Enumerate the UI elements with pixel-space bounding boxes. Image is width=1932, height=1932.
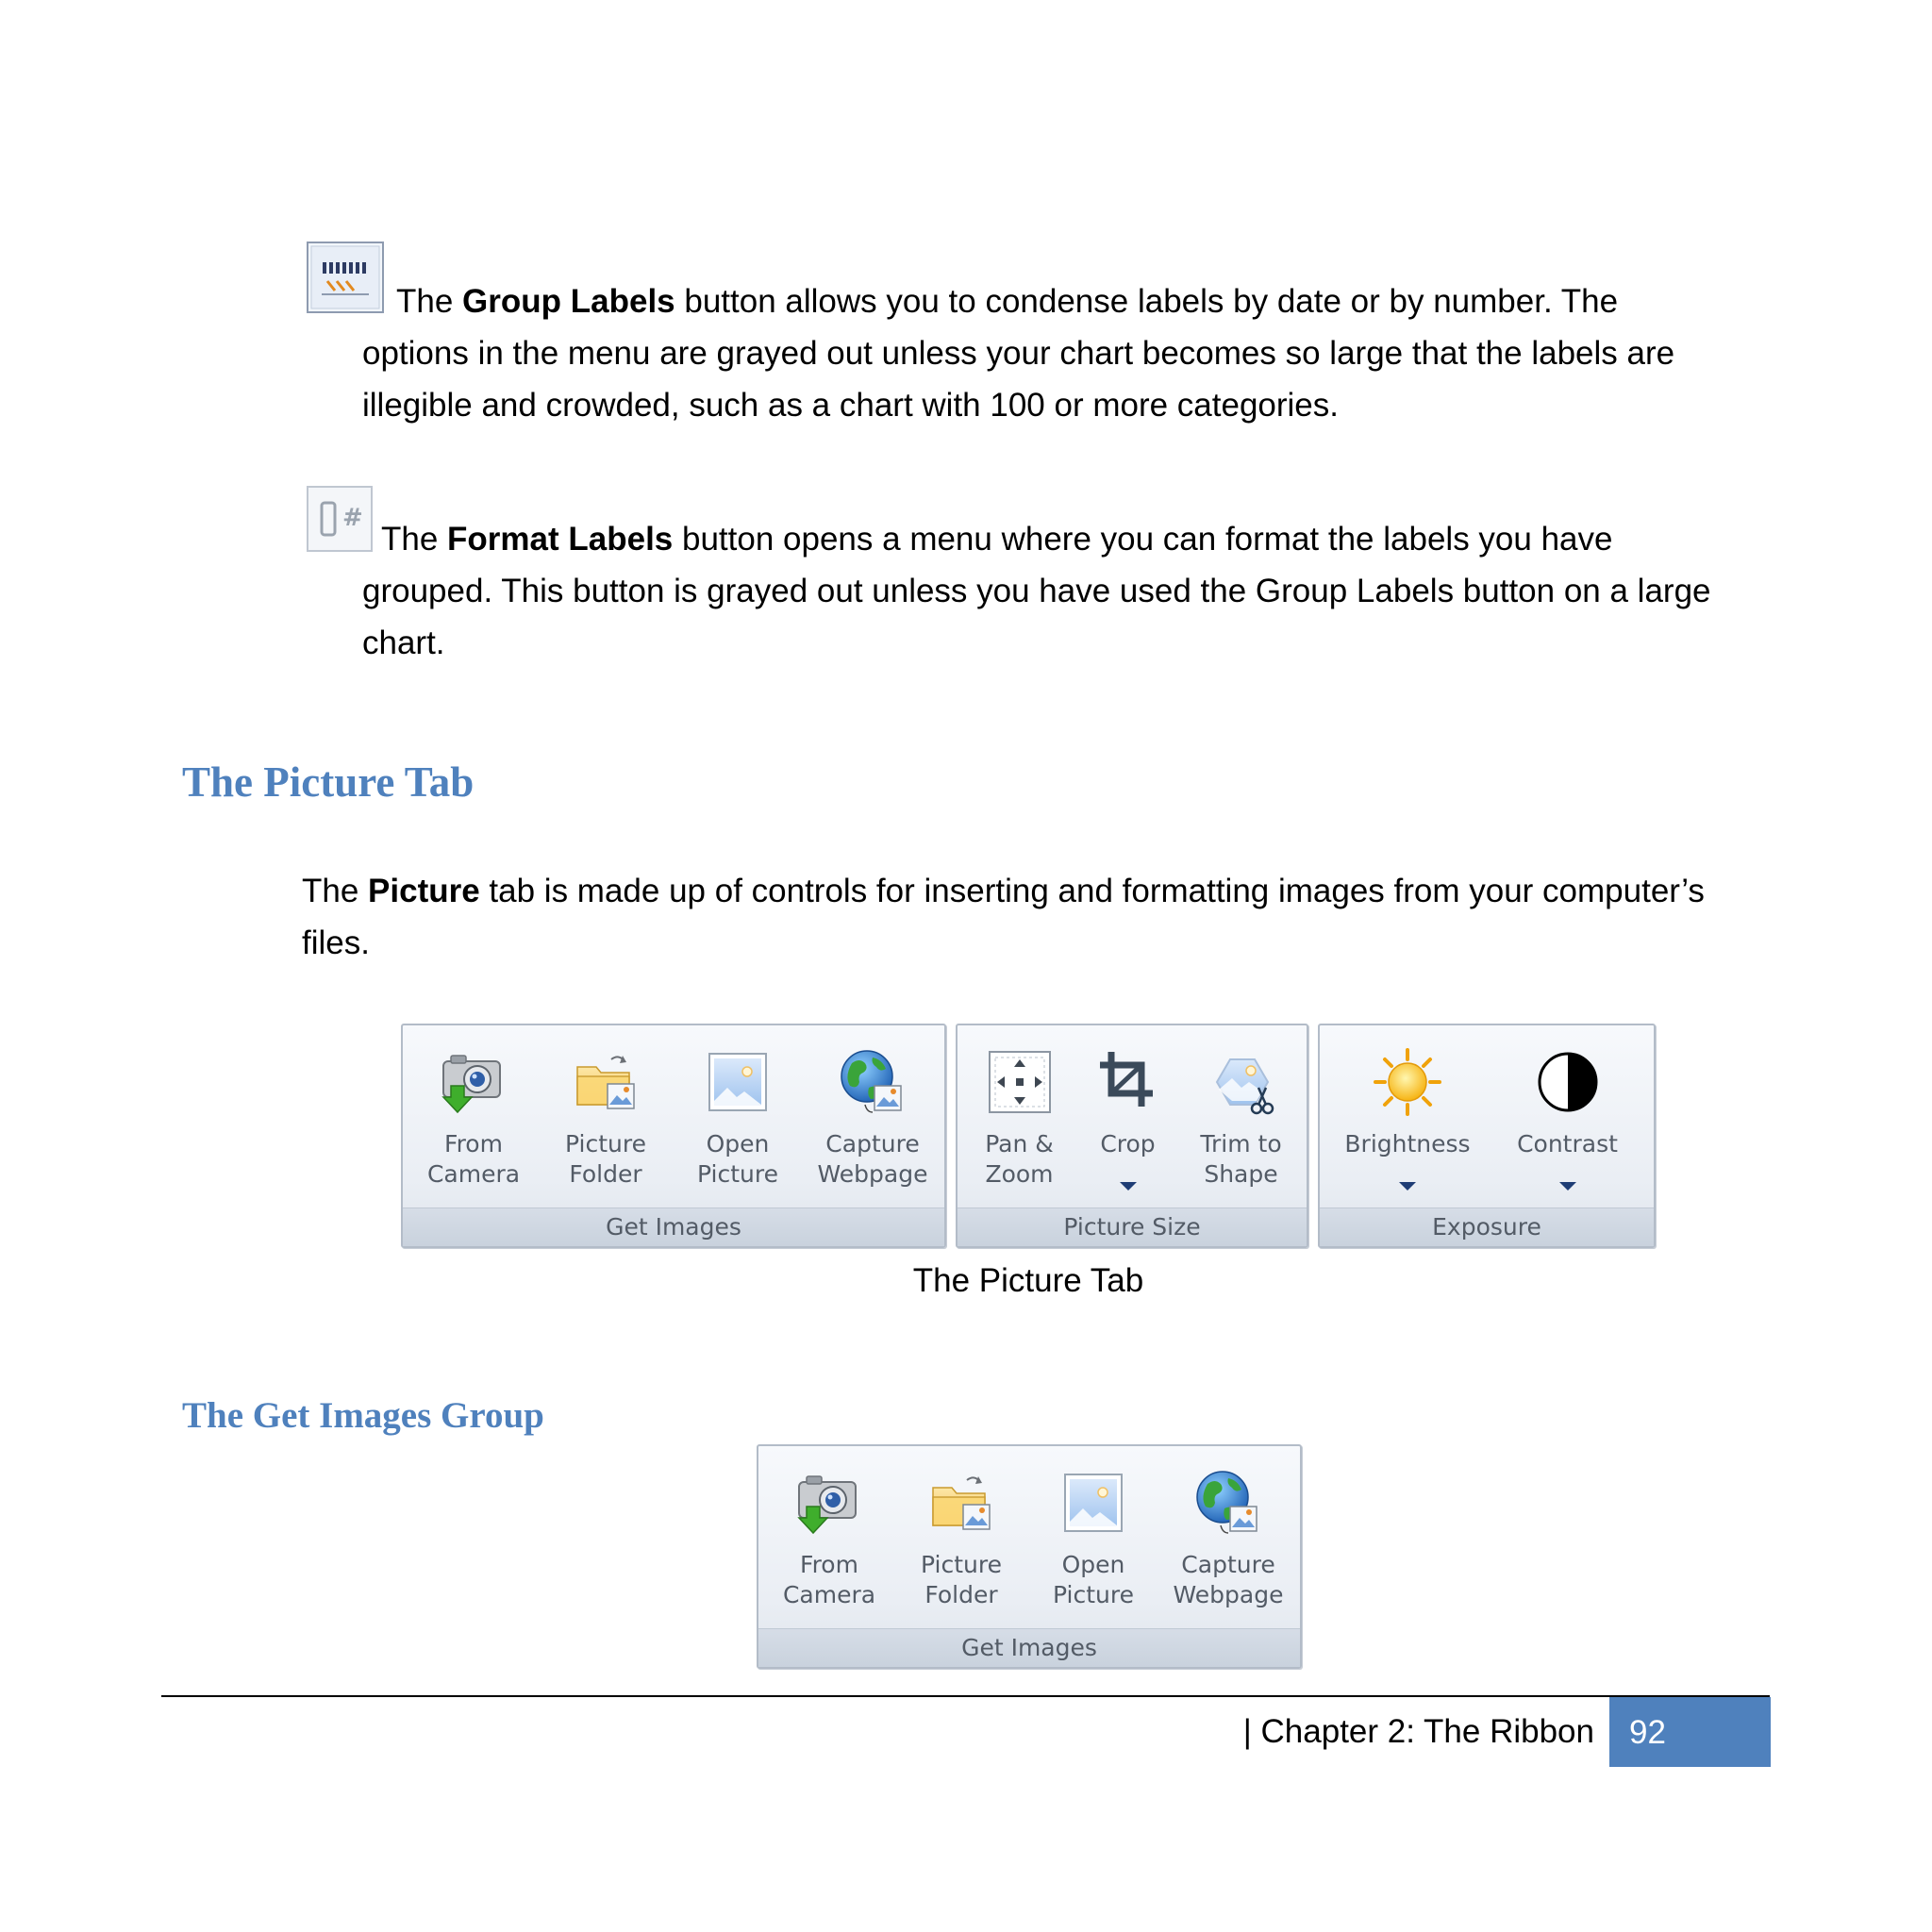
contrast-dropdown-arrow-icon[interactable] — [1559, 1182, 1576, 1191]
capture-webpage-button[interactable] — [807, 1025, 939, 1210]
open-picture-label: Open Picture — [697, 1130, 778, 1188]
open-picture-label: Open Picture — [1053, 1551, 1134, 1608]
folder-icon — [925, 1467, 997, 1539]
contrast-icon — [1532, 1046, 1604, 1118]
globe-icon — [837, 1046, 908, 1118]
picture-folder-label: Picture Folder — [921, 1551, 1002, 1608]
camera-icon — [793, 1467, 865, 1539]
crop-dropdown-arrow-icon[interactable] — [1120, 1182, 1137, 1191]
contrast-button[interactable] — [1490, 1025, 1645, 1210]
ribbon-group-label: Exposure — [1320, 1208, 1654, 1246]
footer-chapter-title: | Chapter 2: The Ribbon — [1242, 1713, 1594, 1750]
brightness-label: Brightness — [1344, 1130, 1471, 1158]
footer-page-badge — [1609, 1697, 1771, 1767]
format-labels-paragraph: The Format Labels button opens a menu where you can format the labels you have grouped. This button is grayed out unless you have used the Group Labels button on a large chart. — [362, 521, 1711, 661]
group-labels-paragraph: The Group Labels button allows you to condense labels by date or by number. The options in the menu are grayed out unless your chart becomes so large that the labels are illegible and crowded, such as a chart with 100 or more categories. — [362, 283, 1675, 424]
capture-webpage-label: Capture Webpage — [817, 1130, 928, 1188]
open-picture-button[interactable] — [676, 1025, 799, 1210]
ribbon-group-picture-size — [956, 1024, 1308, 1248]
section-heading-get-images-group: The Get Images Group — [182, 1395, 544, 1436]
format-labels-term: Format Labels — [447, 521, 674, 558]
ribbon-group-get-images — [401, 1024, 946, 1248]
pan-zoom-label: Pan & Zoom — [985, 1130, 1054, 1188]
capture-webpage-button[interactable] — [1162, 1446, 1294, 1631]
folder-icon — [570, 1046, 641, 1118]
crop-label: Crop — [1100, 1130, 1156, 1158]
ribbon-group-exposure — [1318, 1024, 1656, 1248]
trim-shape-icon — [1206, 1046, 1277, 1118]
ribbon-group-label: Picture Size — [958, 1208, 1307, 1246]
picture-folder-button[interactable] — [544, 1025, 667, 1210]
figure-caption: The Picture Tab — [912, 1262, 1144, 1299]
contrast-label: Contrast — [1517, 1130, 1618, 1158]
picture-folder-label: Picture Folder — [565, 1130, 646, 1188]
from-camera-label: From Camera — [426, 1130, 521, 1188]
trim-to-shape-label: Trim to Shape — [1200, 1130, 1282, 1188]
group-labels-term: Group Labels — [462, 283, 675, 320]
ribbon-group-label: Get Images — [758, 1628, 1300, 1667]
from-camera-button[interactable] — [412, 1025, 535, 1210]
trim-to-shape-button[interactable] — [1182, 1025, 1300, 1210]
crop-button[interactable] — [1078, 1025, 1177, 1210]
brightness-button[interactable] — [1327, 1025, 1488, 1210]
footer-rule — [161, 1695, 1770, 1697]
svg-text:#: # — [342, 504, 363, 532]
get-images-group-ribbon — [757, 1444, 1302, 1669]
picture-folder-button[interactable] — [900, 1446, 1023, 1631]
picture-icon — [702, 1046, 774, 1118]
section-heading-picture-tab: The Picture Tab — [182, 758, 475, 806]
sun-icon — [1372, 1046, 1443, 1118]
pan-zoom-icon — [984, 1046, 1056, 1118]
camera-icon — [438, 1046, 509, 1118]
ribbon-group-label: Get Images — [403, 1208, 944, 1246]
crop-icon — [1092, 1046, 1164, 1118]
picture-tab-paragraph: The Picture tab is made up of controls for inserting and formatting images from your computer’s files. — [302, 873, 1705, 961]
picture-tab-ribbon — [401, 1024, 1656, 1250]
picture-icon — [1058, 1467, 1129, 1539]
capture-webpage-label: Capture Webpage — [1173, 1551, 1284, 1608]
page-number: 92 — [1629, 1714, 1666, 1751]
from-camera-button[interactable] — [768, 1446, 891, 1631]
brightness-dropdown-arrow-icon[interactable] — [1399, 1182, 1416, 1191]
picture-term: Picture — [368, 873, 480, 909]
globe-icon — [1192, 1467, 1264, 1539]
pan-zoom-button[interactable] — [965, 1025, 1074, 1210]
from-camera-label: From Camera — [782, 1551, 876, 1608]
open-picture-button[interactable] — [1032, 1446, 1155, 1631]
